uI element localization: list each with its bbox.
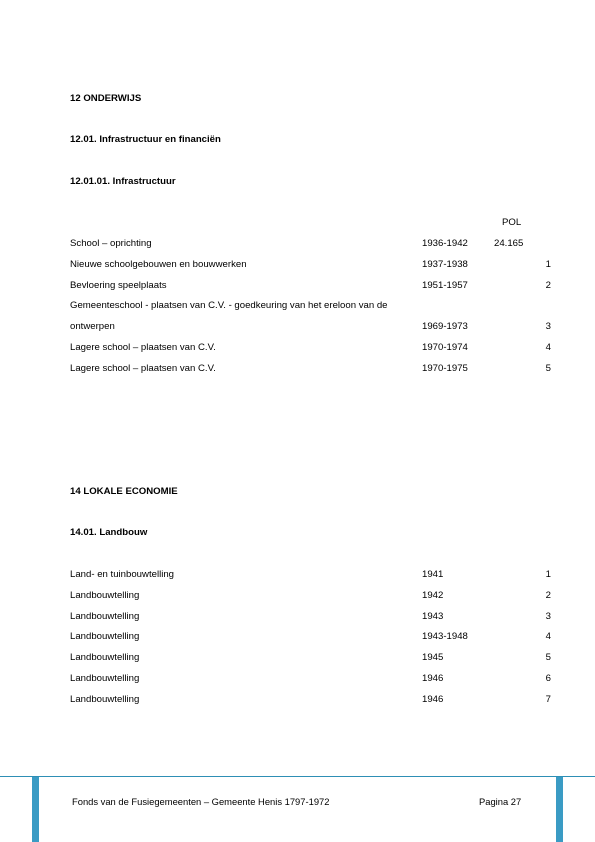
footer-accent-bar-left [32,777,39,842]
item-date: 1945 [422,652,444,664]
inventory-row [0,569,595,581]
item-number: 1 [545,258,551,270]
subsection-heading-infrastructuur-financien: 12.01. Infrastructuur en financiën [70,134,221,145]
section-heading-onderwijs: 12 ONDERWIJS [70,93,142,104]
footer-fonds-title: Fonds van de Fusiegemeenten – Gemeente Henis 1797-1972 [72,796,330,807]
item-number: 4 [545,631,551,643]
item-title: Landbouwtelling [70,673,140,684]
item-title: Landbouwtelling [70,610,140,622]
footer-page-number: Pagina 27 [479,796,522,807]
item-title: Landbouwtelling [70,631,140,643]
item-number: 2 [545,589,551,601]
section-heading-lokale-economie: 14 LOKALE ECONOMIE [70,486,178,497]
column-header-pol: POL [502,217,522,228]
inventory-row [0,363,595,375]
inventory-row [0,280,595,292]
item-date: 1969-1973 [422,321,468,333]
item-title: Nieuwe schoolgebouwen en bouwwerken [70,258,247,270]
item-date: 1942 [422,589,444,601]
item-number: 5 [545,362,551,374]
item-number: 3 [545,321,551,333]
item-title: Landbouwtelling [70,693,140,705]
item-date: 1946 [422,693,444,705]
subsection-heading-landbouw: 14.01. Landbouw [70,527,148,538]
item-number: 1 [545,569,551,580]
item-pol-number: 24.165 [494,238,524,249]
item-date: 1970-1974 [422,342,468,353]
inventory-row [0,673,595,685]
inventory-row [0,321,595,333]
inventory-row [0,631,595,643]
item-number: 4 [545,342,551,353]
item-title: Bevloering speelplaats [70,279,167,291]
item-title: Landbouwtelling [70,652,140,664]
item-title: Lagere school – plaatsen van C.V. [70,362,216,374]
inventory-row [0,590,595,602]
inventory-row [0,611,595,623]
item-date: 1943 [422,610,444,622]
item-title: ontwerpen [70,321,115,333]
item-date: 1943-1948 [422,631,468,643]
item-number: 6 [545,673,551,684]
footer-accent-bar-right [556,777,563,842]
item-date: 1936-1942 [422,238,468,249]
inventory-row [0,259,595,271]
footer-divider [0,776,595,777]
item-number: 2 [545,279,551,291]
item-title: Gemeenteschool - plaatsen van C.V. - goedkeuring van het ereloon van de [70,300,388,312]
subsubsection-heading-infrastructuur: 12.01.01. Infrastructuur [70,176,176,187]
inventory-row [0,238,595,250]
inventory-row [0,342,595,354]
item-number: 7 [545,693,551,705]
item-number: 5 [545,652,551,664]
item-date: 1946 [422,673,444,684]
item-date: 1970-1975 [422,362,468,374]
item-date: 1951-1957 [422,279,468,291]
item-title: Land- en tuinbouwtelling [70,569,175,580]
item-title: Landbouwtelling [70,589,140,601]
item-date: 1941 [422,569,444,580]
inventory-row [0,652,595,664]
item-number: 3 [545,610,551,622]
item-title: Lagere school – plaatsen van C.V. [70,342,216,353]
inventory-row [0,300,595,312]
item-date: 1937-1938 [422,258,468,270]
inventory-row [0,694,595,706]
item-title: School – oprichting [70,238,152,249]
